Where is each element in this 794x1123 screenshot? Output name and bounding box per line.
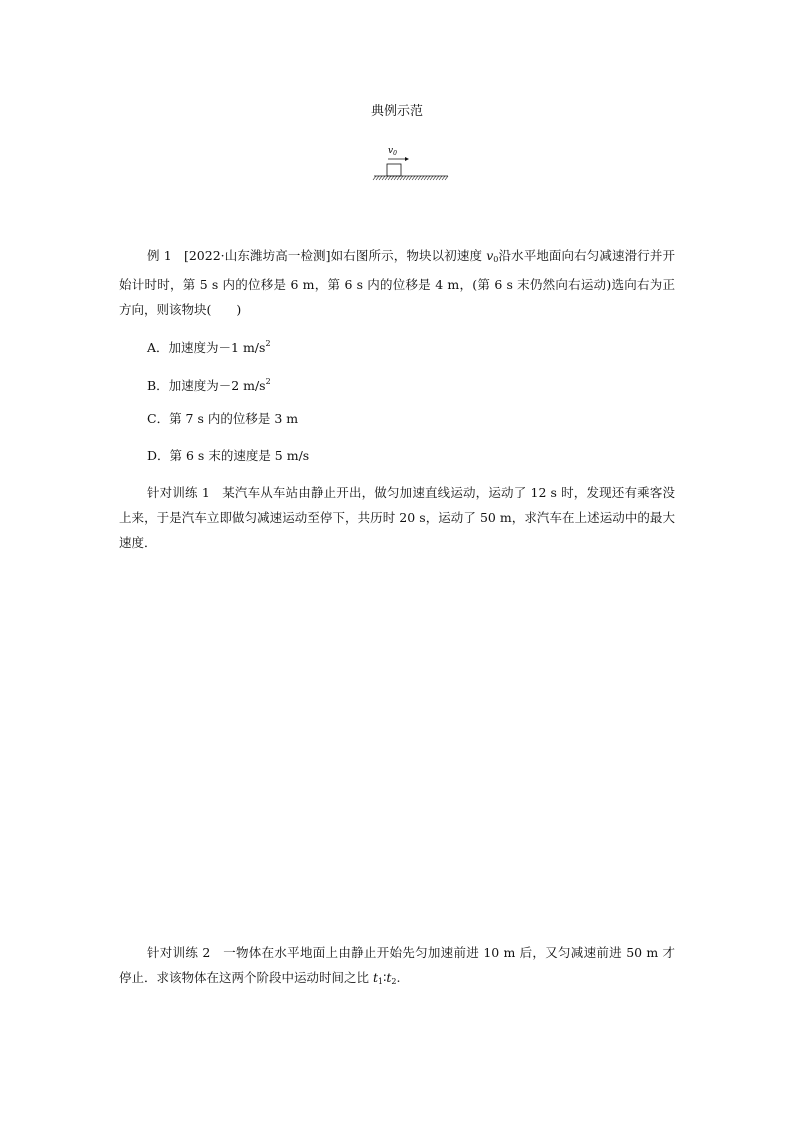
hatch-mark [394,176,397,180]
block [387,164,401,176]
training-1 [119,480,675,555]
training-2-label: 针对训练 2 [147,945,211,960]
hatch-mark [385,176,388,180]
hatch-mark [406,176,409,180]
hatch-mark [379,176,382,180]
hatch-mark [424,176,427,180]
velocity-arrow-head [405,157,409,161]
hatch-mark [403,176,406,180]
training-1-label: 针对训练 1 [147,485,210,500]
hatch-mark [409,176,412,180]
hatch-mark [400,176,403,180]
hatch-mark [376,176,379,180]
option-c: C．第 7 s 内的位移是 3 m [147,411,299,426]
hatch-mark [412,176,415,180]
training-1-text: 某汽车从车站由静止开出，做匀加速直线运动，运动了 12 s 时，发现还有乘客没上来，于是汽车立即做匀减速运动至停下，共历时 20 s，运动了 50 m，求汽车在上述运动中的最大速度． [119,485,675,550]
hatch-mark [445,176,448,180]
hatch-mark [442,176,445,180]
hatch-mark [418,176,421,180]
figure-svg [372,142,452,184]
hatch-mark [430,176,433,180]
hatch-mark [427,176,430,180]
page-title: 典例示范 [370,104,423,119]
training-2: 针对训练 2 一物体在水平地面上由静止开始先匀加速前进 10 m 后，又匀减速前进 50 m 才停止．求该物体在这两个阶段中运动时间之比 $t_1∶t_2$. [119,945,676,986]
example-1: 例 1 [2022·山东潍坊高一检测]如右图所示，物块以初速度 $v_0$沿水平地面向右匀减速滑行并开始计时时，第 5 s 内的位移是 6 m，第 6 s 内的位移是 4 m，(第 6 s 末仍然向右运动)选向右为正方向，则该物块( ) [119,248,675,317]
velocity-label: $v_0$ [388,146,397,157]
hatch-mark [391,176,394,180]
hatch-mark [439,176,442,180]
hatch-mark [388,176,391,180]
hatch-mark [436,176,439,180]
example-1-label: 例 1 [147,248,172,263]
hatch-mark [415,176,418,180]
ground-hatching [373,176,448,180]
option-d: D．第 6 s 末的速度是 5 m/s [147,448,310,463]
block-on-ground-figure [372,142,452,184]
option-a: A．加速度为－1 $m/s^2$ [147,339,271,355]
hatch-mark [382,176,385,180]
hatch-mark [433,176,436,180]
hatch-mark [373,176,376,180]
hatch-mark [421,176,424,180]
example-1-source: [2022·山东潍坊高一检测] [183,248,331,263]
hatch-mark [397,176,400,180]
option-b: B．加速度为－2 $m/s^2$ [147,377,271,393]
